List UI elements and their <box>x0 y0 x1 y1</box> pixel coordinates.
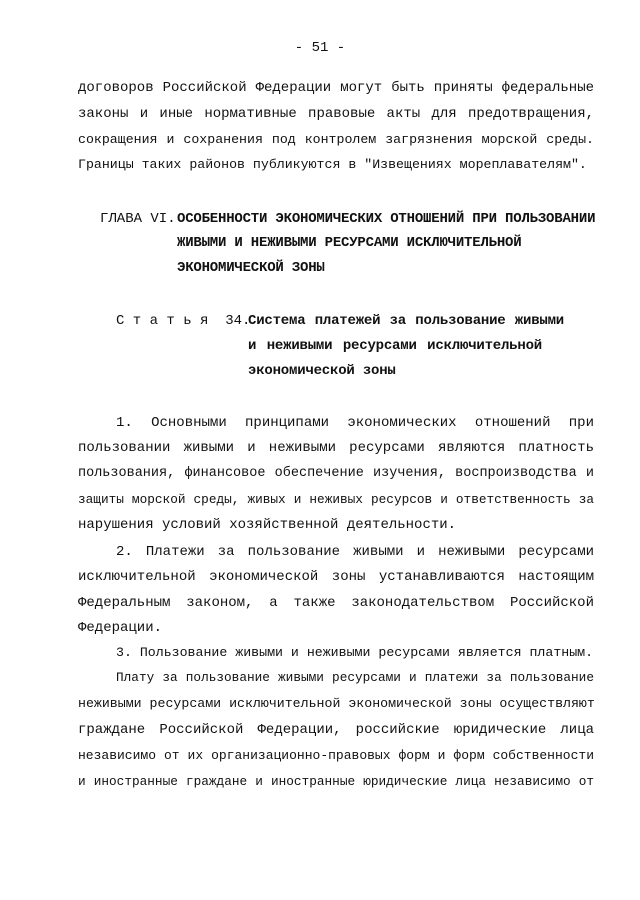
paragraph-3-line: 3. Пользование живыми и неживыми ресурсами является платным. <box>116 645 594 660</box>
paragraph-4-line: независимо от их организационно-правовых форм и форм собственности <box>78 748 594 763</box>
article-title-line: и неживыми ресурсами исключительной <box>248 338 542 354</box>
paragraph-2-line: исключительной экономической зоны устанавливаются настоящим <box>78 569 594 585</box>
intro-line: Границы таких районов публикуются в "Извещениях мореплавателям". <box>78 157 587 172</box>
paragraph-1-line: пользования, финансовое обеспечение изучения, воспроизводства и <box>78 466 594 481</box>
chapter-title-line: ЖИВЫМИ И НЕЖИВЫМИ РЕСУРСАМИ ИСКЛЮЧИТЕЛЬНОЙ <box>177 235 522 251</box>
paragraph-4-line: и иностранные граждане и иностранные юридические лица независимо от <box>78 774 594 789</box>
paragraph-1-line: защиты морской среды, живых и неживых ресурсов и ответственность за <box>78 492 594 507</box>
intro-line: договоров Российской Федерации могут быть приняты федеральные <box>78 80 594 96</box>
paragraph-2-line: Федерации. <box>78 620 163 636</box>
paragraph-2-line: Федеральным законом, а также законодательством Российской <box>78 595 594 611</box>
paragraph-4-line: граждане Российской Федерации, российские юридические лица <box>78 722 594 738</box>
paragraph-1-line: пользовании живыми и неживыми ресурсами являются платность <box>78 440 594 456</box>
article-title-line: экономической зоны <box>248 363 396 379</box>
chapter-label: ГЛАВА VI. <box>100 211 176 227</box>
intro-line: сокращения и сохранения под контролем загрязнения морской среды. <box>78 132 594 147</box>
chapter-title-line: ЭКОНОМИЧЕСКОЙ ЗОНЫ <box>177 260 325 276</box>
paragraph-2-line: 2. Платежи за пользование живыми и неживыми ресурсами <box>116 544 594 560</box>
paragraph-4-line: Плату за пользование живыми ресурсами и платежи за пользование <box>116 670 594 685</box>
paragraph-1-line: 1. Основными принципами экономических отношений при <box>116 415 594 431</box>
article-label: С т а т ь я 34. <box>116 313 251 329</box>
paragraph-1-line: нарушения условий хозяйственной деятельности. <box>78 517 457 533</box>
paragraph-4-line: неживыми ресурсами исключительной экономической зоны осуществляют <box>78 696 595 711</box>
chapter-title-line: ОСОБЕННОСТИ ЭКОНОМИЧЕСКИХ ОТНОШЕНИЙ ПРИ ПОЛЬЗОВАНИИ <box>177 211 596 227</box>
article-title-line: Система платежей за пользование живыми <box>248 313 564 329</box>
intro-line: законы и иные нормативные правовые акты для предотвращения, <box>78 106 594 122</box>
page-number: - 51 - <box>294 40 346 56</box>
